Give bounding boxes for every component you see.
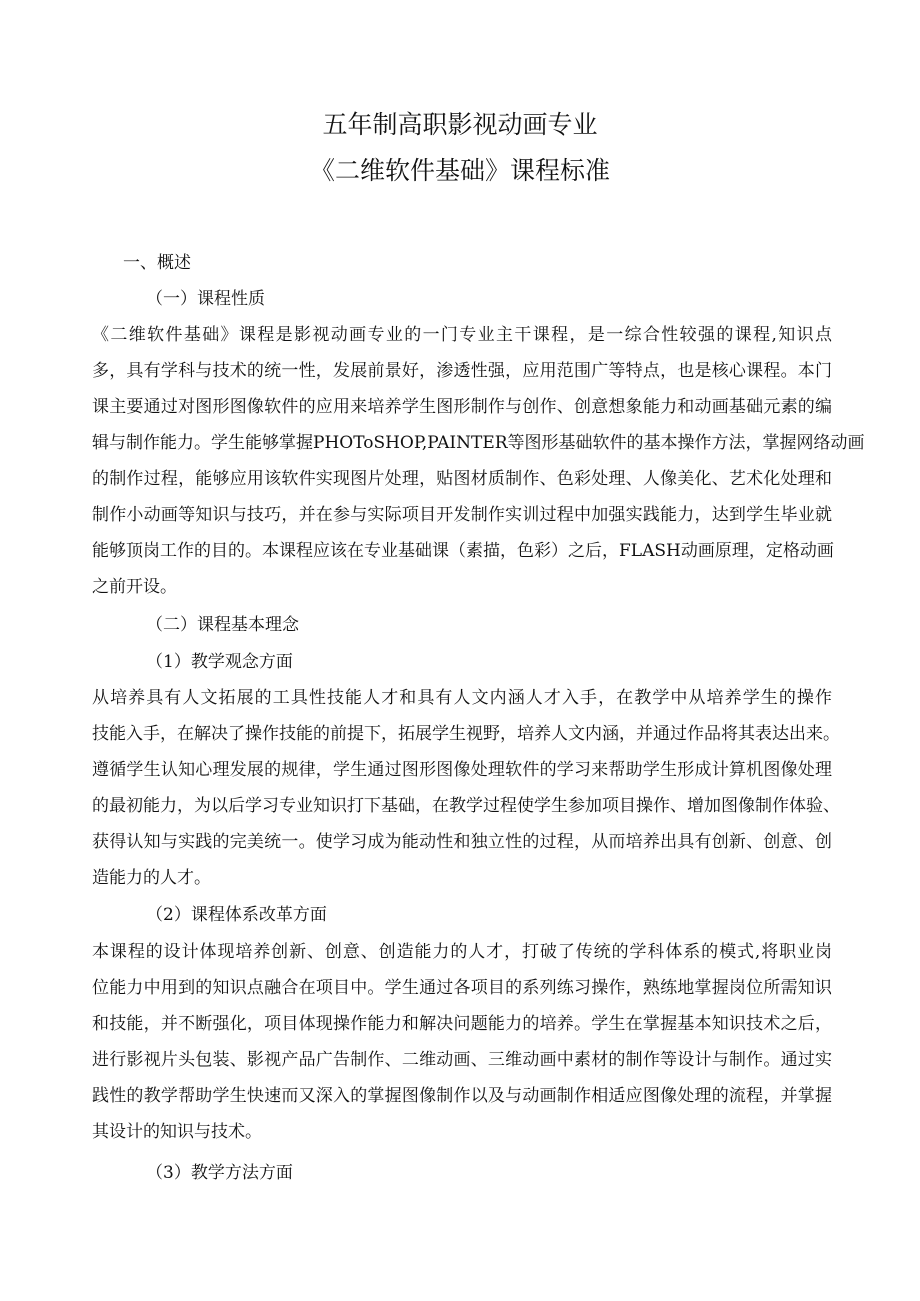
paragraph-line: 《二维软件基础》课程是影视动画专业的一门专业主干课程，是一综合性较强的课程,知识点	[92, 325, 832, 345]
paragraph-line: 遵循学生认知心理发展的规律，学生通过图形图像处理软件的学习来帮助学生形成计算机图像处理	[92, 760, 832, 780]
paragraph-line: 多，具有学科与技术的统一性，发展前景好，渗透性强，应用范围广等特点，也是核心课程。本门	[92, 361, 832, 381]
section-heading-overview: 一、概述	[123, 253, 191, 273]
paragraph-course-nature	[92, 317, 865, 605]
paragraph-teaching-concept	[92, 680, 840, 896]
paragraph-line: 的制作过程，能够应用该软件实现图片处理，贴图材质制作、色彩处理、人像美化、艺术化处理和	[92, 469, 832, 489]
paragraph-line: 和技能，并不断强化，项目体现操作能力和解决问题能力的培养。学生在掌握基本知识技术之后，	[92, 1014, 832, 1034]
paragraph-line: 其设计的知识与技术。	[92, 1122, 262, 1142]
paragraph-line: 践性的教学帮助学生快速而又深入的掌握图像制作以及与动画制作相适应图像处理的流程，并掌握	[92, 1086, 832, 1106]
subsection-heading-basic-concept: （二）课程基本理念	[146, 615, 299, 635]
paragraph-line: 辑与制作能力。学生能够掌握PHOToSHOP,PAINTER等图形基础软件的基本操作方法，掌握网络动画	[92, 433, 865, 453]
paragraph-line: 造能力的人才。	[92, 868, 211, 888]
paragraph-line: 从培养具有人文拓展的工具性技能人才和具有人文内涵人才入手，在教学中从培养学生的操作	[92, 688, 832, 708]
item-heading-teaching-method: （3）教学方法方面	[146, 1163, 293, 1183]
document-title-line-1: 五年制高职影视动画专业	[322, 110, 598, 139]
paragraph-line: 的最初能力，为以后学习专业知识打下基础，在教学过程使学生参加项目操作、增加图像制作体验、	[92, 796, 840, 816]
paragraph-line: 能够顶岗工作的目的。本课程应该在专业基础课（素描，色彩）之后，FLASH动画原理，定格动画	[92, 541, 834, 561]
subsection-heading-course-nature: （一）课程性质	[146, 289, 265, 309]
document-title-line-2: 《二维软件基础》课程标准	[309, 156, 610, 185]
paragraph-line: 制作小动画等知识与技巧，并在参与实际项目开发制作实训过程中加强实践能力，达到学生毕业就	[92, 505, 832, 525]
paragraph-line: 进行影视片头包装、影视产品广告制作、二维动画、三维动画中素材的制作等设计与制作。通过实	[92, 1050, 832, 1070]
paragraph-line: 本课程的设计体现培养创新、创意、创造能力的人才，打破了传统的学科体系的模式,将职业岗	[92, 942, 832, 962]
paragraph-line: 技能入手，在解决了操作技能的前提下，拓展学生视野，培养人文内涵，并通过作品将其表达出来。	[92, 724, 840, 744]
paragraph-system-reform	[92, 934, 832, 1150]
paragraph-line: 之前开设。	[92, 577, 177, 597]
paragraph-line: 课主要通过对图形图像软件的应用来培养学生图形制作与创作、创意想象能力和动画基础元素的编	[92, 397, 832, 417]
paragraph-line: 位能力中用到的知识点融合在项目中。学生通过各项目的系列练习操作，熟练地掌握岗位所需知识	[92, 978, 832, 998]
item-heading-teaching-concept: （1）教学观念方面	[146, 652, 293, 672]
item-heading-system-reform: （2）课程体系改革方面	[146, 905, 327, 925]
paragraph-line: 获得认知与实践的完美统一。使学习成为能动性和独立性的过程，从而培养出具有创新、创意、创	[92, 832, 832, 852]
